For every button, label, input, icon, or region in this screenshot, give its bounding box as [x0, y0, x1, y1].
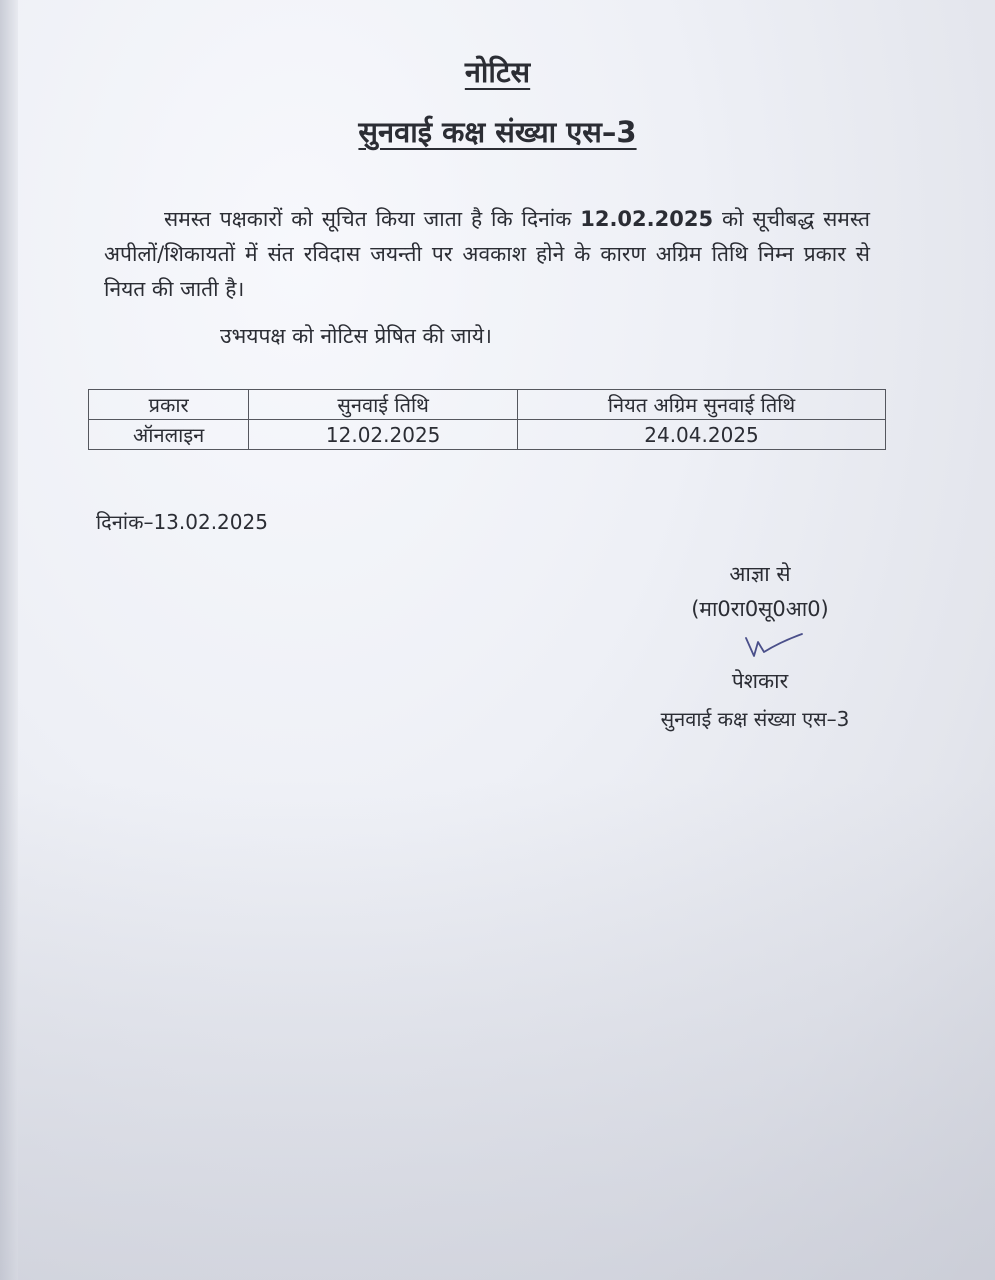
designation-label: पेशकार [731, 669, 789, 693]
table-row [89, 420, 886, 450]
table-header-row [89, 390, 886, 420]
handwritten-signature [740, 632, 810, 662]
table-cell-hearing-date: 12.02.2025 [249, 420, 518, 450]
schedule-table [88, 389, 886, 450]
notice-instruction: उभयपक्ष को नोटिस प्रेषित की जाये। [220, 324, 492, 348]
table-header-cell: नियत अग्रिम सुनवाई तिथि [518, 390, 886, 420]
notice-subtitle: सुनवाई कक्ष संख्या एस–3 [358, 115, 637, 149]
paragraph-text-part1: समस्त पक्षकारों को सूचित किया जाता है कि दिनांक [164, 207, 581, 231]
authority-label: (मा0रा0सू0आ0) [691, 597, 829, 621]
issue-date: दिनांक–13.02.2025 [96, 510, 268, 534]
table-cell-type: ऑनलाइन [89, 420, 249, 450]
paragraph-date: 12.02.2025 [580, 207, 714, 231]
notice-paragraph [104, 202, 870, 307]
page-shadow [0, 780, 995, 1280]
office-label: सुनवाई कक्ष संख्या एस–3 [660, 707, 850, 731]
table-cell-next-date: 24.04.2025 [518, 420, 886, 450]
table-header-cell: प्रकार [89, 390, 249, 420]
table-header-cell: सुनवाई तिथि [249, 390, 518, 420]
by-order-label: आज्ञा से [729, 562, 791, 586]
notice-title: नोटिस [464, 55, 531, 89]
paragraph-text-part2: को सूचीबद्ध समस्त अपीलों/शिकायतों में संत रविदास जयन्ती पर अवकाश होने के कारण अग्रिम तिथि निम्न प्रकार से नियत की जाती है। [104, 207, 870, 301]
